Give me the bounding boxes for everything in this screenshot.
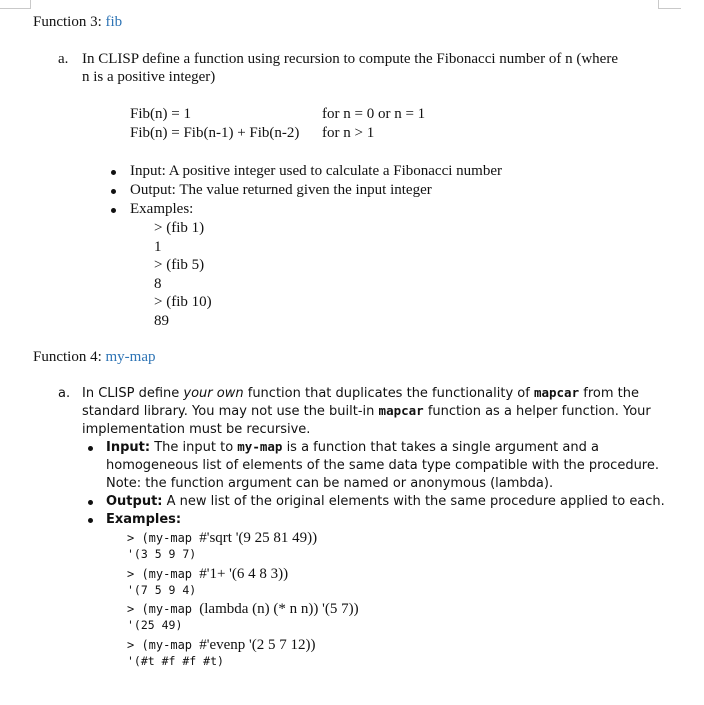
mymap-example-4-result: '(#t #f #f #t): [127, 654, 224, 668]
function-4-name: my-map: [105, 349, 156, 365]
mymap-example-3-result: '(25 49): [127, 618, 183, 632]
function-4-examples-label: Examples:: [106, 512, 182, 527]
function-4-description-line-3: implementation must be recursive.: [82, 422, 311, 437]
crop-mark-top-left: [0, 0, 31, 9]
examples-bullet: Examples:: [130, 201, 194, 217]
bullet-icon: [111, 189, 116, 194]
crop-mark-top-right: [658, 0, 681, 9]
function-4-input-line-2: homogeneous list of elements of the same data type compatible with the procedure.: [106, 458, 660, 473]
function-3-name: fib: [105, 14, 123, 30]
function-4-description-line-1: In CLISP define your own function that duplicates the functionality of mapcar from the: [82, 385, 639, 401]
bullet-icon: [88, 446, 93, 451]
function-4-output: Output: A new list of the original elements with the same procedure applied to each.: [106, 494, 665, 509]
bullet-icon: [88, 500, 93, 505]
function-4-description-line-2: standard library. You may not use the built-in mapcar function as a helper function. Your: [82, 403, 651, 419]
function-3-description-line-1: In CLISP define a function using recursion to compute the Fibonacci number of n (where: [82, 51, 618, 67]
formula-row-1-right: for n = 0 or n = 1: [322, 106, 426, 122]
example-2-result: 8: [154, 276, 162, 292]
example-3-result: 89: [154, 313, 169, 329]
function-3-label: Function 3:: [33, 14, 102, 30]
input-bullet: Input: A positive integer used to calculate a Fibonacci number: [130, 163, 502, 179]
formula-row-2-left: Fib(n) = Fib(n-1) + Fib(n-2): [130, 125, 300, 141]
mymap-example-2-call: > (my-map #'1+ '(6 4 8 3)): [127, 566, 289, 582]
example-1-call: > (fib 1): [154, 220, 205, 236]
function-4-input-line-3: Note: the function argument can be named or anonymous (lambda).: [106, 476, 554, 491]
formula-row-2-right: for n > 1: [322, 125, 375, 141]
bullet-icon: [111, 208, 116, 213]
function-3-item-marker: a.: [58, 51, 69, 67]
function-3-description-line-2: n is a positive integer): [82, 69, 216, 85]
mymap-example-4-call: > (my-map #'evenp '(2 5 7 12)): [127, 637, 316, 653]
function-4-input-line-1: Input: The input to my-map is a function that takes a single argument and a: [106, 439, 599, 455]
function-4-heading: [33, 350, 156, 365]
function-4-item-marker: a.: [58, 386, 71, 401]
output-bullet: Output: The value returned given the input integer: [130, 182, 432, 198]
bullet-icon: [111, 170, 116, 175]
example-2-call: > (fib 5): [154, 257, 205, 273]
mymap-example-1-call: > (my-map #'sqrt '(9 25 81 49)): [127, 530, 318, 546]
formula-row-1-left: Fib(n) = 1: [130, 106, 191, 122]
function-3-heading: [33, 15, 122, 30]
example-3-call: > (fib 10): [154, 294, 212, 310]
bullet-icon: [88, 518, 93, 523]
example-1-result: 1: [154, 239, 162, 255]
mymap-example-1-result: '(3 5 9 7): [127, 547, 197, 561]
mymap-example-2-result: '(7 5 9 4): [127, 583, 197, 597]
function-4-label: Function 4:: [33, 349, 102, 365]
mymap-example-3-call: > (my-map (lambda (n) (* n n)) '(5 7)): [127, 601, 359, 617]
